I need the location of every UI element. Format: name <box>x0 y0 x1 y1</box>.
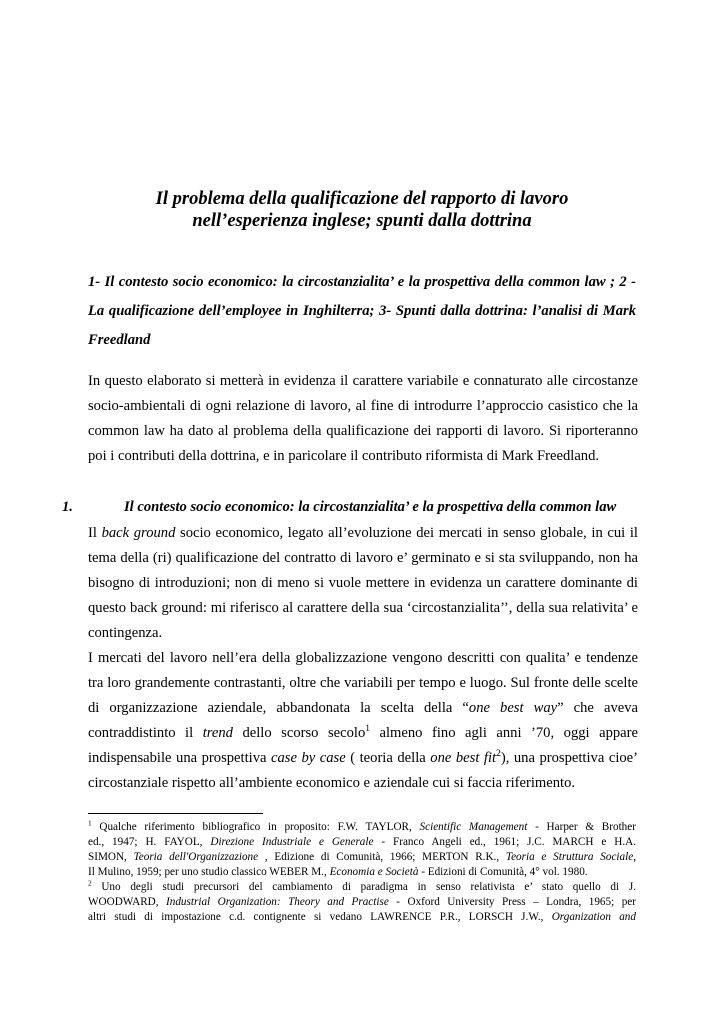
text-run: ), una prospettiva cioe’ <box>500 750 639 766</box>
text-run-italic: back ground <box>101 525 176 541</box>
footnote-separator <box>88 813 263 814</box>
text-run: - Oxford University Press – Londra, 1965; per <box>388 896 636 908</box>
intro-line-2: socio-ambientali di ogni relazione di lavoro, al fine di introdurre l’approccio casistico che la <box>88 398 638 414</box>
text-run-italic: one best fit <box>430 750 497 766</box>
footnote-2-line-2 <box>88 895 636 910</box>
footnote-2-line-3 <box>88 910 636 925</box>
text-run-italic: Economia e Società <box>329 866 419 878</box>
document-title <box>88 188 636 232</box>
footnote-ref-1[interactable]: 1 <box>365 724 370 735</box>
text-run: WOODWARD, <box>88 896 167 908</box>
text-run: Il <box>88 525 102 541</box>
text-run-italic: case by case <box>271 750 346 766</box>
footnote-ref-2[interactable]: 2 <box>496 749 501 760</box>
footnote-mark: 2 <box>88 879 92 888</box>
text-run-italic: Industrial Organization: Theory and Practise <box>166 896 389 908</box>
text-run: - Franco Angeli ed., 1961; J.C. MARCH e H.A. <box>373 836 636 848</box>
text-run: , Edizione di Comunità, 1966; MERTON R.K., <box>258 851 506 863</box>
body-line-9 <box>88 721 638 746</box>
text-run-italic: Direzione Industriale e Generale <box>210 836 374 848</box>
intro-paragraph <box>88 369 638 469</box>
body-line-10 <box>88 746 638 771</box>
text-run: Uno degli studi precursori del cambiamento di paradigma in senso relativista e’ stato quello di J. <box>91 881 636 893</box>
section-1-body <box>88 521 638 796</box>
footnote-1-line-3 <box>88 850 636 865</box>
body-line-2: tema della (ri) qualificazione del contratto di lavoro e’ germinato e si sta sviluppando, non ha <box>88 550 638 566</box>
text-run-italic: Organization and <box>551 911 636 923</box>
text-run: socio economico, legato all’evoluzione dei mercati in senso globale, in cui il <box>175 525 638 541</box>
title-line-2: nell’esperienza inglese; spunti dalla dottrina <box>192 211 532 231</box>
section-title: Il contesto socio economico: la circostanzialita’ e la prospettiva della common law <box>124 499 617 515</box>
intro-line-4: poi i contributi della dottrina, e in paricolare il contributo riformista di Mark Freedland. <box>88 448 600 464</box>
footnote-2-line-1 <box>88 880 636 895</box>
toc-line-2: La qualificazione dell’employee in Inghilterra; 3- Spunti dalla dottrina: l’analisi di Mark <box>88 303 636 319</box>
text-run: indispensabile una prospettiva <box>88 750 271 766</box>
text-run: , <box>633 851 636 863</box>
text-run: - Harper & Brother <box>527 821 636 833</box>
body-line-4: questo back ground: mi riferisco al carattere della sua ‘circostanzialita’’, della sua relativita’ e <box>88 600 638 616</box>
footnote-1-line-1 <box>88 820 636 835</box>
text-run: di organizzazione aziendale, abbandonata la scelta della “ <box>88 700 469 716</box>
body-line-1 <box>88 521 638 546</box>
toc-line-3: Freedland <box>88 332 151 348</box>
toc-line-1: 1- Il contesto socio economico: la circostanzialita’ e la prospettiva della common law ; 2 - <box>88 274 636 290</box>
intro-line-1: In questo elaborato si metterà in evidenza il carattere variabile e connaturato alle circostanze <box>88 373 638 389</box>
text-run: almeno fino agli anni ’70, oggi appare <box>370 725 638 741</box>
title-line-1: Il problema della qualificazione del rapporto di lavoro <box>155 189 569 209</box>
body-line-3: bisogno di introduzioni; non di meno si vuole mettere in evidenza un carattere dominante di <box>88 575 638 591</box>
text-run-italic: one best way <box>468 700 558 716</box>
table-of-contents <box>88 268 636 355</box>
intro-line-3: common law ha dato al problema della qualificazione dei rapporti di lavoro. Si riporteranno <box>88 423 638 439</box>
footnote-mark: 1 <box>88 819 92 828</box>
text-run: ( teoria della <box>345 750 431 766</box>
footnote-1-line-4 <box>88 865 636 880</box>
text-run-italic: Teoria dell'Organizzazione <box>133 851 259 863</box>
body-line-6: I mercati del lavoro nell’era della globalizzazione vengono descritti con qualita’ e tendenze <box>88 650 638 666</box>
footnote-1 <box>88 820 636 880</box>
text-run: ed., 1947; H. FAYOL, <box>88 836 211 848</box>
text-run-italic: Scientific Management <box>419 821 528 833</box>
text-run: SIMON, <box>88 851 134 863</box>
text-run: - Edizioni di Comunità, 4° vol. 1980. <box>418 866 588 878</box>
text-run: Qualche riferimento bibliografico in proposito: F.W. TAYLOR, <box>91 821 420 833</box>
text-run: dello scorso secolo <box>232 725 366 741</box>
body-line-11: circostanziale rispetto all’ambiente economico e aziendale cui si faccia riferimento. <box>88 775 576 791</box>
text-run: altri studi di impostazione c.d. contignente si vedano LAWRENCE P.R., LORSCH J.W., <box>88 911 552 923</box>
text-run: Il Mulino, 1959; per uno studio classico WEBER M., <box>88 866 330 878</box>
text-run-italic: trend <box>202 725 233 741</box>
body-line-7: tra loro grandemente contrastanti, oltre che variabili per tempo e luogo. Sul fronte delle scelte <box>88 675 638 691</box>
body-line-5: contingenza. <box>88 625 163 641</box>
footnote-1-line-2 <box>88 835 636 850</box>
section-number: 1. <box>62 499 73 515</box>
text-run-italic: Teoria e Struttura Sociale <box>505 851 634 863</box>
text-run: ” che aveva <box>557 700 638 716</box>
text-run: contraddistinto il <box>88 725 203 741</box>
body-line-8 <box>88 696 638 721</box>
footnote-2 <box>88 880 636 925</box>
